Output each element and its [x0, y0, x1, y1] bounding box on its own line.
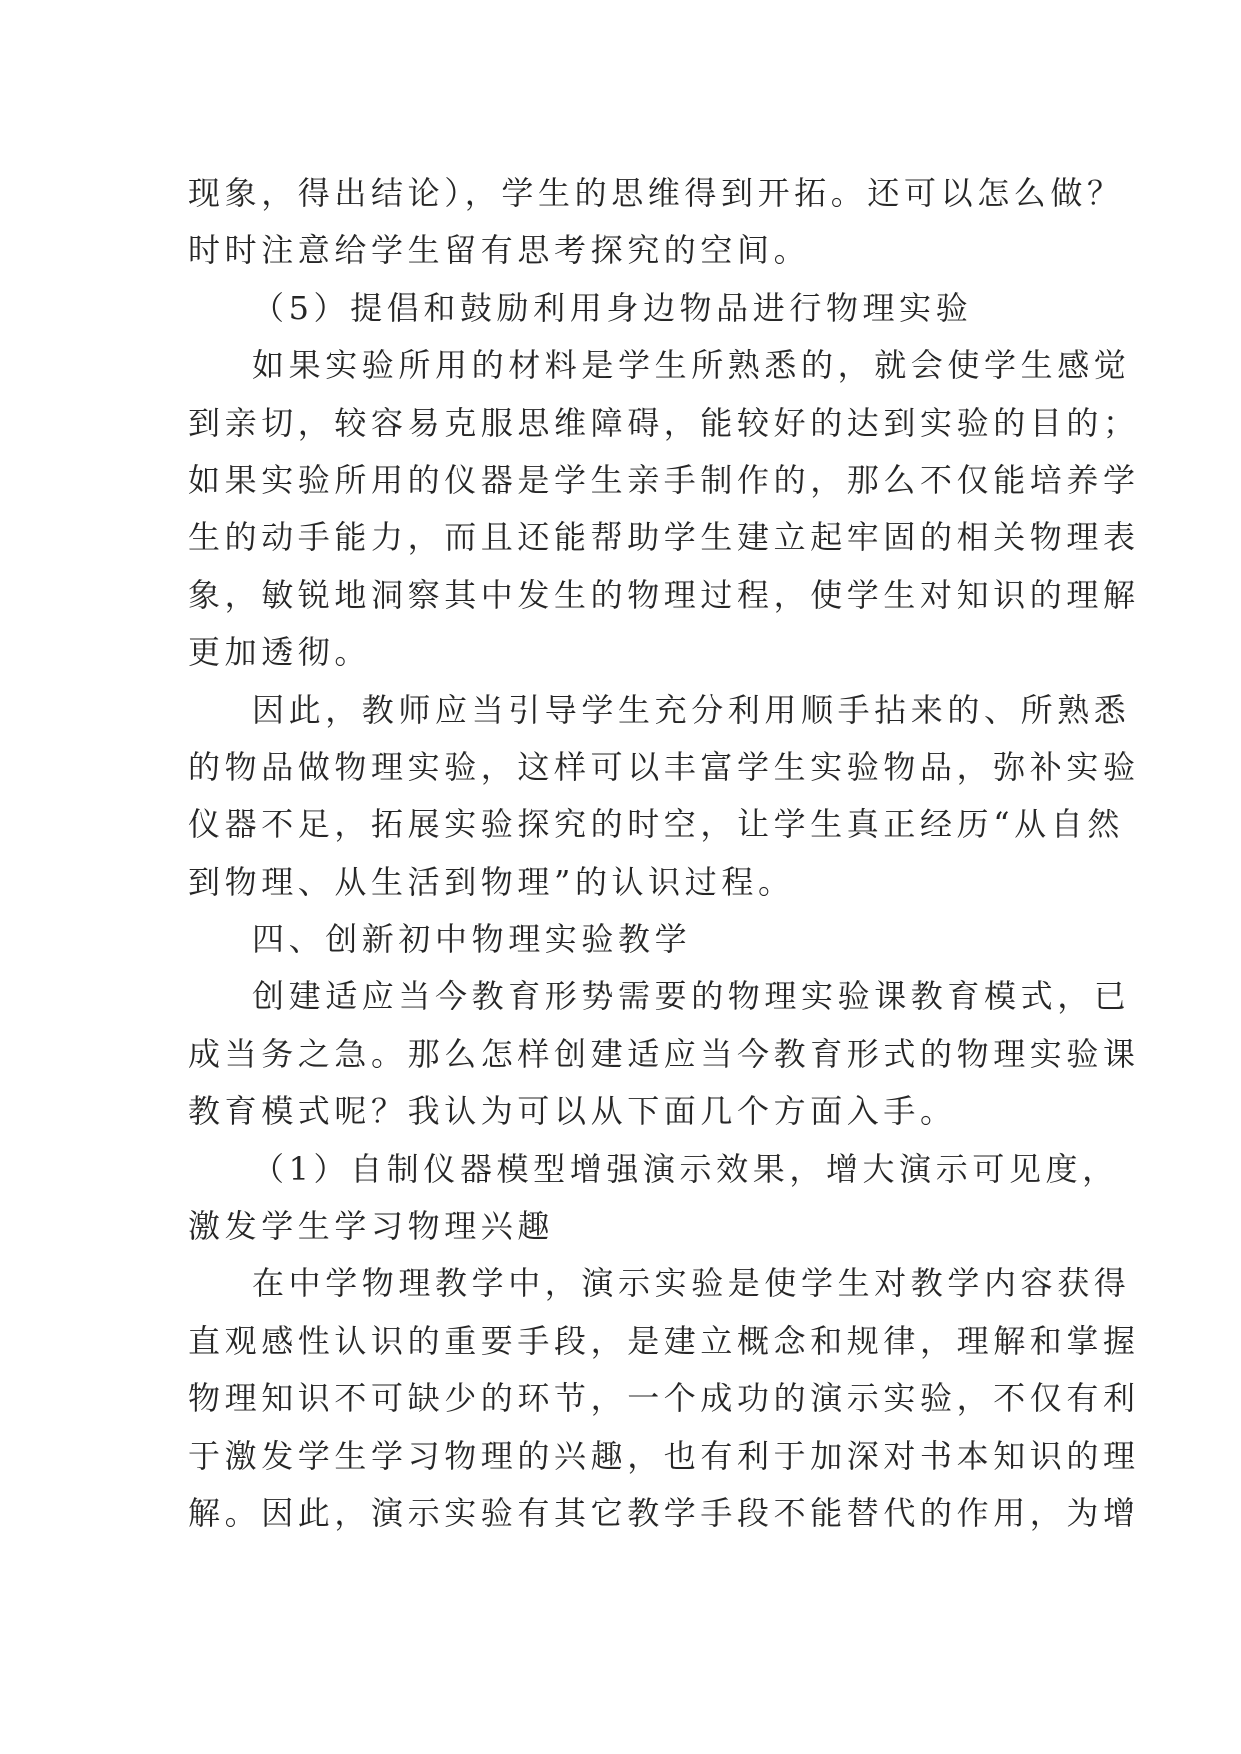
text-line: （1）自制仪器模型增强演示效果，增大演示可见度， — [252, 1149, 1119, 1188]
text-line: 现象，得出结论），学生的思维得到开拓。还可以怎么做？ — [188, 174, 1124, 212]
text-line: 因此，教师应当引导学生充分利用顺手拈来的、所熟悉 — [252, 690, 1131, 729]
text-line: （5）提倡和鼓励利用身边物品进行物理实验 — [252, 288, 973, 327]
body-text — [188, 165, 1140, 1542]
text-line: 到物理、从生活到物理”的认识过程。 — [188, 862, 795, 901]
text-line: 成当务之急。那么怎样创建适应当今教育形式的物理实验课 — [188, 1034, 1140, 1073]
text-line: 仪器不足，拓展实验探究的时空，让学生真正经历“从自然 — [188, 805, 1124, 844]
text-line: 的物品做物理实验，这样可以丰富学生实验物品，弥补实验 — [188, 747, 1140, 786]
text-line: 教育模式呢？我认为可以从下面几个方面入手。 — [188, 1092, 957, 1131]
text-line: 象，敏锐地洞察其中发生的物理过程，使学生对知识的理解 — [188, 575, 1140, 614]
text-line: 激发学生学习物理兴趣 — [188, 1207, 555, 1246]
text-line: 在中学物理教学中，演示实验是使学生对教学内容获得 — [252, 1264, 1131, 1303]
text-line: 更加透彻。 — [188, 633, 372, 672]
text-line: 于激发学生学习物理的兴趣，也有利于加深对书本知识的理 — [188, 1436, 1140, 1475]
text-line: 解。因此，演示实验有其它教学手段不能替代的作用，为增 — [188, 1493, 1140, 1532]
text-line: 创建适应当今教育形势需要的物理实验课教育模式，已 — [252, 977, 1131, 1016]
text-line: 如果实验所用的仪器是学生亲手制作的，那么不仅能培养学 — [188, 460, 1140, 499]
text-line: 生的动手能力，而且还能帮助学生建立起牢固的相关物理表 — [188, 518, 1140, 557]
text-line: 时时注意给学生留有思考探究的空间。 — [188, 231, 811, 270]
text-line: 四、创新初中物理实验教学 — [252, 920, 692, 959]
text-line: 到亲切，较容易克服思维障碍，能较好的达到实验的目的； — [188, 403, 1140, 442]
text-line: 直观感性认识的重要手段，是建立概念和规律，理解和掌握 — [188, 1321, 1140, 1360]
text-line: 物理知识不可缺少的环节，一个成功的演示实验，不仅有利 — [188, 1379, 1140, 1418]
text-line: 如果实验所用的材料是学生所熟悉的，就会使学生感觉 — [252, 346, 1131, 385]
